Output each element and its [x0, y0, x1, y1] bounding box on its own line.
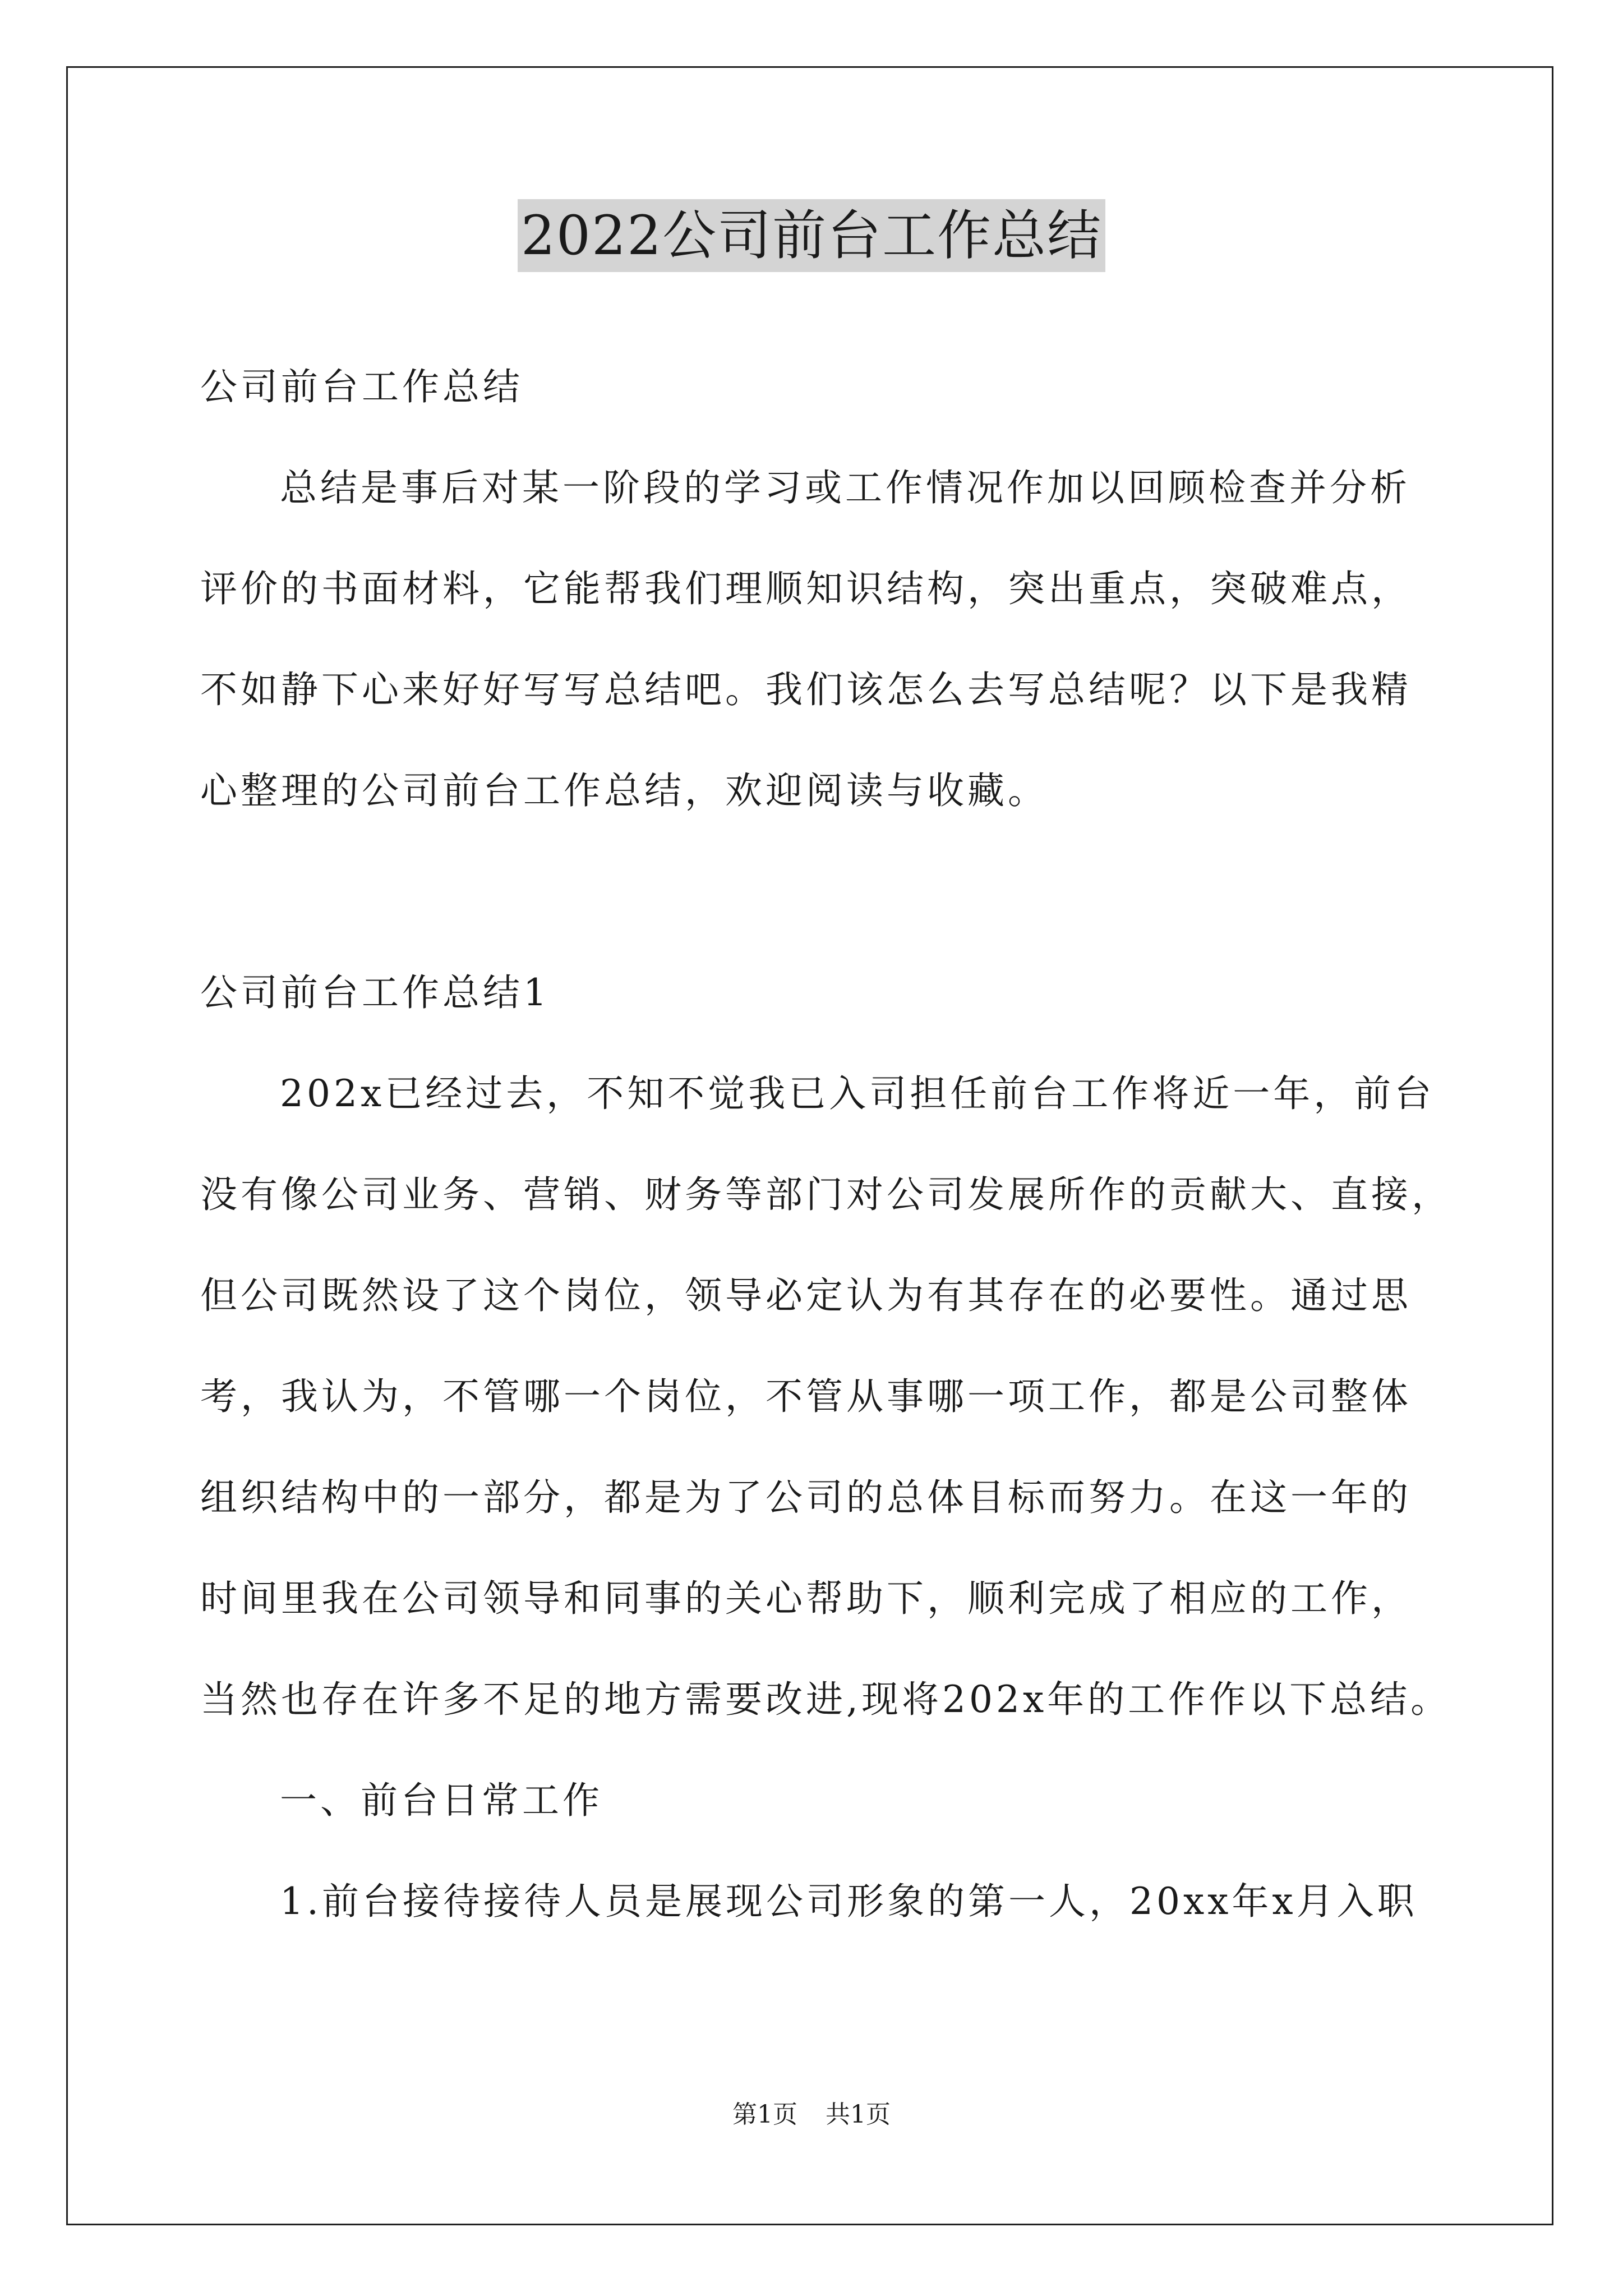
paragraph-line: 评价的书面材料，它能帮我们理顺知识结构，突出重点，突破难点，: [200, 567, 1412, 610]
page-footer: [0, 2098, 1623, 2132]
paragraph-line: 考，我认为，不管哪一个岗位，不管从事哪一项工作，都是公司整体: [200, 1375, 1412, 1418]
document-title: 2022公司前台工作总结: [518, 199, 1105, 272]
page-total: 共1页: [826, 2100, 891, 2129]
page-number: 第1页: [732, 2100, 797, 2129]
section-heading: 公司前台工作总结1: [200, 971, 550, 1014]
section-heading: 公司前台工作总结: [200, 365, 523, 408]
paragraph-line: 总结是事后对某一阶段的学习或工作情况作加以回顾检查并分析: [280, 466, 1410, 509]
paragraph-line: 组织结构中的一部分，都是为了公司的总体目标而努力。在这一年的: [200, 1476, 1412, 1519]
document-body: [200, 337, 1462, 1952]
paragraph-gap: [200, 841, 1462, 942]
paragraph-line: 但公司既然设了这个岗位，领导必定认为有其存在的必要性。通过思: [200, 1274, 1412, 1317]
paragraph-line: 不如静下心来好好写写总结吧。我们该怎么去写总结呢？以下是我精: [200, 668, 1412, 711]
paragraph-line: 时间里我在公司领导和同事的关心帮助下，顺利完成了相应的工作，: [200, 1577, 1412, 1620]
paragraph-line: 1.前台接待接待人员是展现公司形象的第一人，20xx年x月入职: [280, 1880, 1418, 1923]
paragraph-line: 心整理的公司前台工作总结，欢迎阅读与收藏。: [200, 769, 1048, 812]
subsection-heading: 一、前台日常工作: [280, 1779, 603, 1822]
paragraph-line: 当然也存在许多不足的地方需要改进,现将202x年的工作作以下总结。: [200, 1678, 1451, 1721]
title-area: [0, 199, 1623, 272]
paragraph-line: 没有像公司业务、营销、财务等部门对公司发展所作的贡献大、直接，: [200, 1173, 1452, 1216]
paragraph-line: 202x已经过去，不知不觉我已入司担任前台工作将近一年，前台: [280, 1072, 1435, 1115]
